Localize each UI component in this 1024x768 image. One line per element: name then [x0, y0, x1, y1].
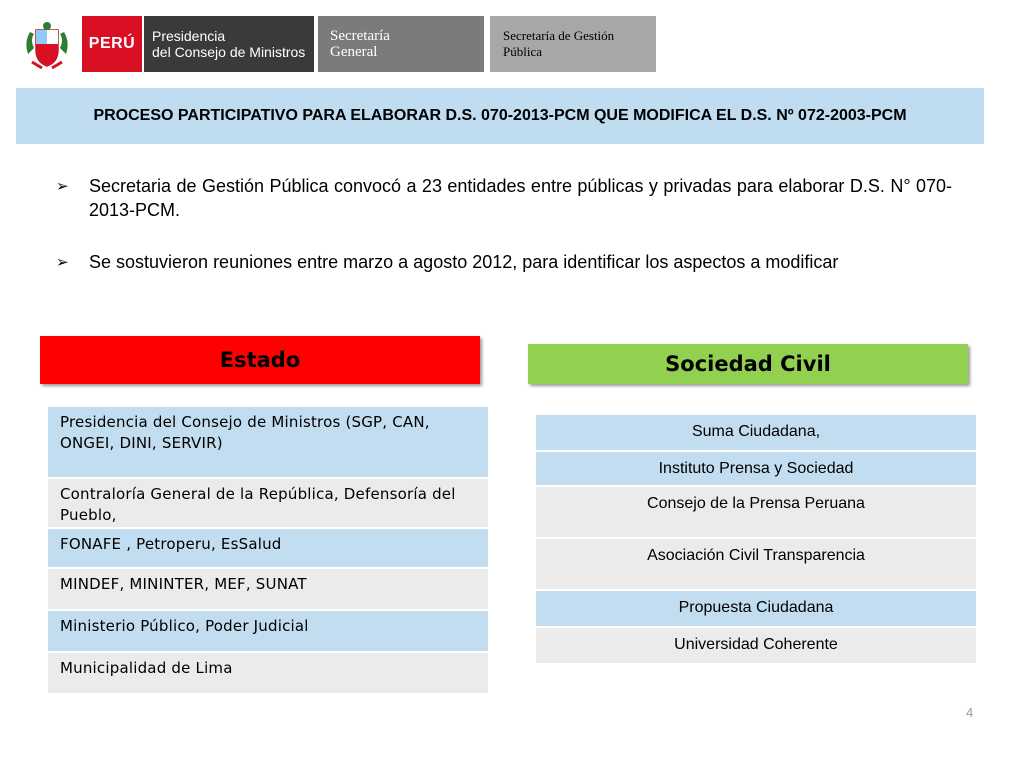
bullet-item: [56, 174, 952, 222]
slide-title: PROCESO PARTICIPATIVO PARA ELABORAR D.S. 070-2013-PCM QUE MODIFICA EL D.S. Nº 072-2003-PCM: [16, 88, 984, 144]
sociedad-item: [536, 487, 976, 537]
pcm-logo-line2: del Consejo de Ministros: [152, 44, 306, 60]
sociedad-item: [536, 539, 976, 589]
bullet-text: Secretaria de Gestión Pública convocó a 23 entidades entre públicas y privadas para elaborar D.S. N° 070-2013-PCM.: [89, 176, 952, 220]
sociedad-item-label: Instituto Prensa y Sociedad: [658, 460, 854, 477]
page-number: 4: [966, 705, 974, 720]
sg-logo-line1: Secretaría: [330, 28, 390, 44]
estado-list: [48, 407, 488, 695]
estado-item: Contraloría General de la República, Defensoría del Pueblo,: [48, 479, 488, 527]
estado-item: Municipalidad de Lima: [48, 653, 488, 693]
secretaria-general-logo: [318, 16, 484, 72]
bullet-text: Se sostuvieron reuniones entre marzo a agosto 2012, para identificar los aspectos a modificar: [89, 252, 839, 272]
peru-logo: PERÚ: [82, 16, 142, 72]
sociedad-item-label: Consejo de la Prensa Peruana: [647, 495, 865, 512]
pcm-logo-line1: Presidencia: [152, 28, 226, 44]
sg-logo-line2: General: [330, 44, 378, 60]
sociedad-civil-list: [536, 415, 976, 665]
estado-item: Ministerio Público, Poder Judicial: [48, 611, 488, 651]
bullet-list: [56, 174, 952, 303]
bullet-item: [56, 250, 952, 275]
coat-of-arms-icon: [20, 18, 74, 72]
estado-heading: Estado: [40, 336, 480, 384]
estado-item: Presidencia del Consejo de Ministros (SGP, CAN, ONGEI, DINI, SERVIR): [48, 407, 488, 477]
sociedad-item-label: Universidad Coherente: [674, 636, 838, 653]
estado-item: FONAFE , Petroperu, EsSalud: [48, 529, 488, 567]
pcm-logo: [144, 16, 314, 72]
sociedad-civil-heading: Sociedad Civil: [528, 344, 968, 384]
secretaria-gestion-publica-logo: [490, 16, 656, 72]
sgp-logo-line1: Secretaría de Gestión: [503, 28, 615, 43]
sociedad-item-label: Suma Ciudadana,: [691, 423, 821, 440]
header-logos: [16, 16, 656, 72]
sociedad-item: [536, 415, 976, 450]
estado-item: MINDEF, MININTER, MEF, SUNAT: [48, 569, 488, 609]
arrow-bullet-icon: ➢: [56, 254, 69, 271]
sociedad-item: [536, 628, 976, 663]
sociedad-item-label: Propuesta Ciudadana: [678, 599, 834, 616]
sociedad-item: [536, 452, 976, 485]
sociedad-item: [536, 591, 976, 626]
sgp-logo-line2: Pública: [503, 44, 542, 59]
sociedad-item-label: Asociación Civil Transparencia: [647, 547, 865, 564]
arrow-bullet-icon: ➢: [56, 178, 69, 195]
